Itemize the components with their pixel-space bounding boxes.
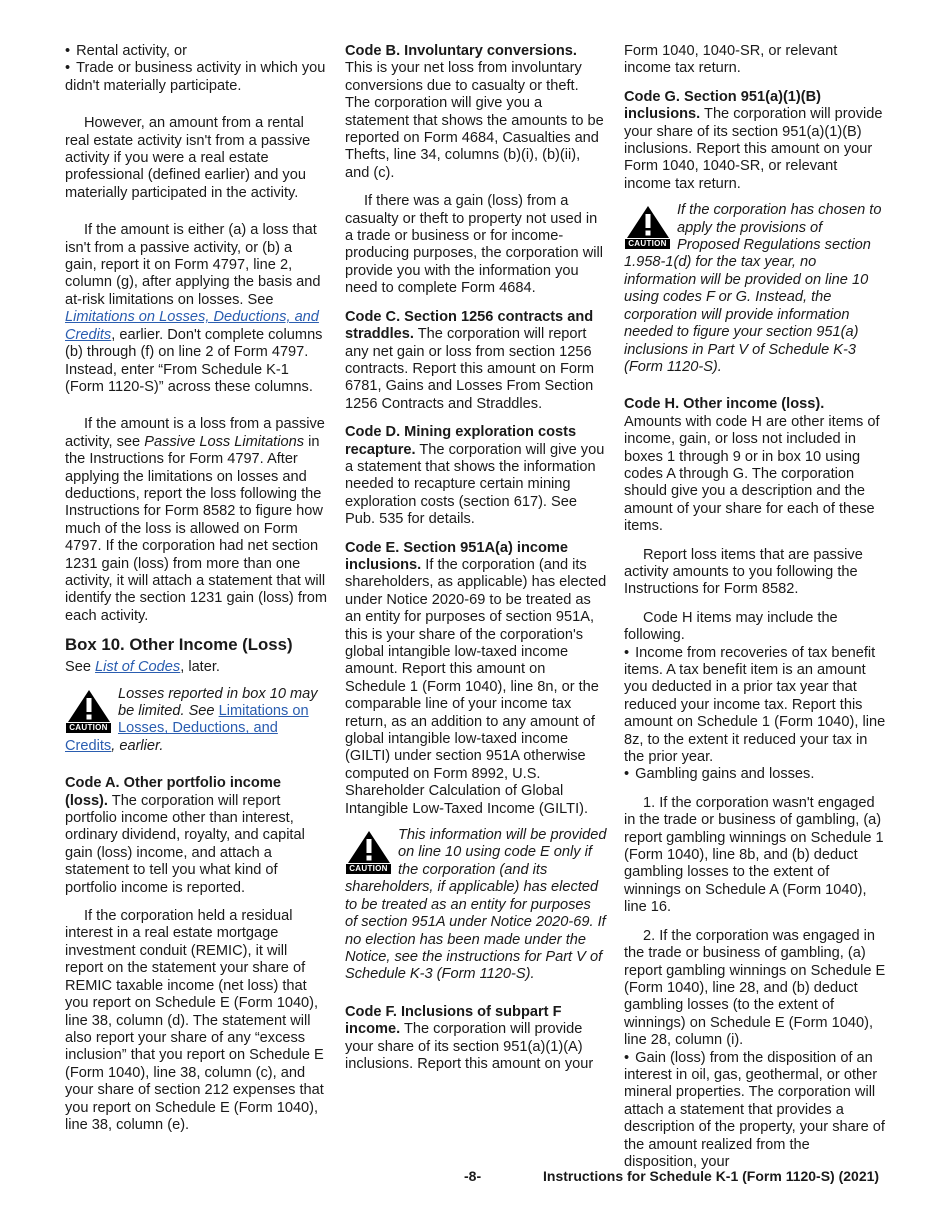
code-d-paragraph: Code D. Mining exploration costs recapture. The corporation will give you a statement that shows the information needed to recapture certain mining exploration costs (section 617). See Pub. 535 for details.: [345, 424, 605, 528]
paragraph-continued: Form 1040, 1040-SR, or relevant income tax return.: [624, 43, 838, 77]
code-h-heading: Code H. Other income (loss).: [624, 396, 825, 413]
code-e-heading: Code E. Section 951A(a) income inclusions.: [345, 539, 569, 573]
paragraph-passive-loss: If the amount is a loss from a passive activity, see Passive Loss Limitations in the Instructions for Form 4797. After applying the limitations on losses and deductions, report the loss following the Instructions for Form 8582 to figure how much of the loss is allowed on Form 4797. If the corporation had net section 1231 gain (loss) from more than one activity, it will attach a statement that will identify the section 1231 gain (loss) from each activity.: [65, 416, 328, 624]
caution-note-box-10: CAUTION Losses reported in box 10 may be limited. See Limitations on Losses, Deductions, and Credits, earlier.: [65, 685, 318, 754]
code-b-paragraph: Code B. Involuntary conversions. This is your net loss from involuntary conversions due to casualty or theft. The corporation will give you a statement that shows the amounts to be reported on Form 4684, Casualties and Thefts, line 34, columns (b)(i), (b)(ii), and (c).: [345, 43, 604, 181]
paragraph-casualty-theft: If there was a gain (loss) from a casualty or theft to property not used in a trade or business or for income-producing purposes, the corporation will provide you with the information you need to complete Form 4684.: [345, 193, 603, 297]
caution-label: CAUTION: [346, 864, 391, 874]
code-a-paragraph: Code A. Other portfolio income (loss). The corporation will report portfolio income other than interest, ordinary dividend, royalty, and capital gain (loss) income, and attach a statement to tell you what kind of portfolio income is reported.: [65, 775, 305, 896]
list-item: • Income from recoveries of tax benefit items. A tax benefit item is an amount you deducted in a prior tax year that reduced your income tax. Report this amount on Schedule 1 (Form 1040), line 8z, to the extent it reduced your tax in the prior year.: [624, 645, 886, 767]
code-d-heading: Code D. Mining exploration costs recapture.: [345, 424, 577, 458]
code-b-heading: Code B. Involuntary conversions.: [345, 43, 577, 59]
code-c-paragraph: Code C. Section 1256 contracts and straddles. The corporation will report any net gain or loss from section 1256 contracts. Report this amount on Form 6781, Gains and Losses From Section 1256 Contracts and Straddles.: [345, 308, 595, 412]
caution-note-code-e: CAUTION This information will be provided on line 10 using code E only if the corporation (and its shareholders, if applicable) has elected to be treated as an entity for purposes of section 951A under Notice 2020-69. If no election has been made under the Notice, see the instructions for Part V of Schedule K-3 (Form 1120-S).: [345, 827, 607, 983]
paragraph-form-4797: If the amount is either (a) a loss that isn't from a passive activity, or (b) a gain, report it on Form 4797, line 2, column (g), after applying the basis and at-risk limitations on losses. See Limitations on Losses, Deductions, and Credits, earlier. Don't complete columns (b) through (f) on line 2 of Form 4797. Instead, enter “From Schedule K-1 (Form 1120-S)” across these columns.: [65, 222, 323, 395]
warning-triangle-icon: [624, 205, 671, 251]
code-a-heading: Code A. Other portfolio income (loss).: [65, 775, 281, 809]
code-e-paragraph: Code E. Section 951A(a) income inclusions. If the corporation (and its shareholders, as applicable) has elected under Notice 2020-69 to be treated as an entity for purposes of section 951A, this is your share of the corporation's global intangible low-taxed income amount. Report this amount on Schedule 1 (Form 1040), line 8n, or the comparable line of your income tax return, as an addition to any amount of global intangible low-taxed income (GILTI) under section 951A otherwise computed on Form 8992, U.S. Shareholder Calculation of Global Intangible Low-Taxed Income (GILTI).: [345, 539, 607, 817]
see-list-of-codes: See List of Codes, later.: [65, 659, 220, 676]
code-g-paragraph: Code G. Section 951(a)(1)(B) inclusions. The corporation will provide your share of its section 951(a)(1)(B) inclusions. Report this amount on your Form 1040, 1040-SR, or relevant income tax return.: [624, 88, 883, 192]
column-middle: [345, 43, 607, 1073]
caution-note-code-g: CAUTION If the corporation has chosen to apply the provisions of Proposed Regulations section 1.958-1(d) for the tax year, no information will be provided on line 10 using codes F or G. Instead, the corporation will provide information needed to figure your section 951(a) inclusions in Part V of Schedule K-3 (Form 1120-S).: [624, 202, 882, 375]
link-limitations-on-losses-2[interactable]: Limitations on Losses, Deductions, and Credits: [65, 703, 309, 754]
list-item: • Gambling gains and losses.: [624, 766, 886, 783]
caution-label: CAUTION: [66, 723, 111, 733]
code-c-heading: Code C. Section 1256 contracts and straddles.: [345, 308, 594, 343]
link-list-of-codes[interactable]: List of Codes: [95, 659, 181, 676]
list-item: • Gain (loss) from the disposition of an interest in oil, gas, geothermal, or other mineral properties. The corporation will attach a statement that provides a description of the property, your share of the amount realized from the disposition, your: [624, 1050, 886, 1172]
warning-triangle-icon: [65, 689, 112, 735]
section-heading-box-10: Box 10. Other Income (Loss): [65, 635, 293, 655]
paragraph-passive-activity: Report loss items that are passive activity amounts to you following the Instructions for Form 8582.: [624, 546, 863, 598]
column-right: [624, 43, 886, 1171]
numbered-item-2: 2. If the corporation was engaged in the trade or business of gambling, (a) report gambling winnings on Schedule E (Form 1040), line 28, and (b) deduct gambling losses (to the extent of winnings) on Schedule E (Form 1040), line 28, column (i).: [624, 927, 886, 1049]
list-item: • Rental activity, or: [65, 43, 327, 60]
code-f-paragraph: Code F. Inclusions of subpart F income. The corporation will provide your share of its section 951(a)(1)(A) inclusions. Report this amount on your: [345, 1003, 594, 1072]
code-g-heading: Code G. Section 951(a)(1)(B) inclusions.: [624, 88, 822, 123]
column-left: [65, 43, 327, 1134]
page-number: -8-: [464, 1168, 482, 1184]
link-limitations-on-losses[interactable]: Limitations on Losses, Deductions, and Credits: [65, 309, 319, 343]
paragraph-remic: If the corporation held a residual interest in a real estate mortgage investment conduit (REMIC), it will report on the statement your share of REMIC taxable income (net loss) that you report on Schedule E (Form 1040), line 38, column (d). The statement will also report your share of any “excess inclusion” that you report on Schedule E (Form 1040), line 38, column (c), and your share of section 212 expenses that you report on Schedule E (Form 1040), line 38, column (e).: [65, 908, 324, 1133]
code-h-paragraph: Amounts with code H are other items of income, gain, or loss not included in boxes 1 through 9 or in box 10 using codes A through G. The corporation should give you a description and the amount of your share for each of these items.: [624, 413, 880, 535]
warning-triangle-icon: [345, 830, 392, 876]
paragraph-code-h-items: Code H items may include the following.: [624, 609, 838, 644]
code-f-heading: Code F. Inclusions of subpart F income.: [345, 1003, 562, 1038]
list-item: • Trade or business activity in which you didn't materially participate.: [65, 60, 327, 95]
numbered-item-1: 1. If the corporation wasn't engaged in the trade or business of gambling, (a) report gambling winnings on Schedule 1 (Form 1040), line 8b, and (b) deduct gambling losses to the extent of winnings on Schedule A (Form 1040), line 16.: [624, 794, 884, 916]
footer-title: Instructions for Schedule K-1 (Form 1120-S) (2021): [543, 1168, 880, 1184]
paragraph-rental-real-estate: However, an amount from a rental real estate activity isn't from a passive activity if you were a real estate professional (defined earlier) and you materially participated in the activity.: [65, 115, 311, 201]
caution-label: CAUTION: [625, 239, 670, 249]
